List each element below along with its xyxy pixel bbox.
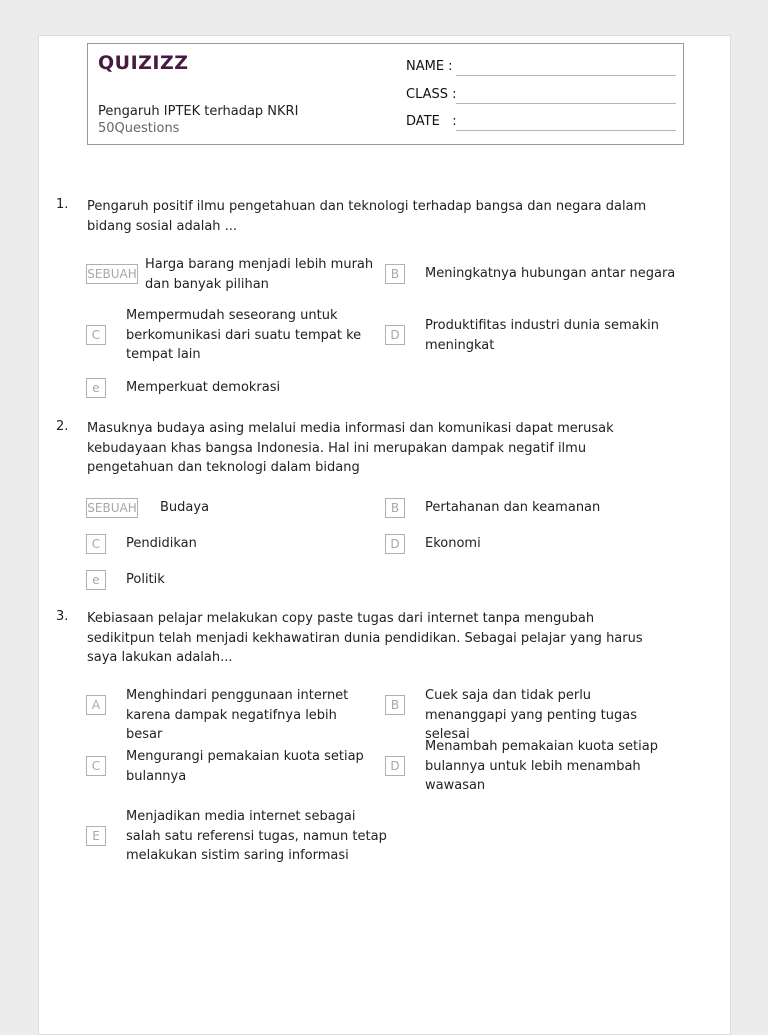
option-text[interactable]: Menjadikan media internet sebagai salah satu referensi tugas, namun tetap melakukan sistim saring informasi	[126, 809, 387, 863]
option-text[interactable]: Memperkuat demokrasi	[126, 380, 281, 395]
option-text[interactable]: Mempermudah seseorang untuk berkomunikasi dari suatu tempat ke tempat lain	[126, 308, 362, 362]
quizizz-logo: QUIZIZZ	[98, 52, 189, 74]
option-letter-box[interactable]: C	[86, 756, 106, 776]
option-text[interactable]: Harga barang menjadi lebih murah dan banyak pilihan	[145, 257, 374, 292]
option-text[interactable]: Menambah pemakaian kuota setiap bulannya untuk lebih menambah wawasan	[425, 739, 658, 793]
question-number: 1.	[56, 197, 69, 212]
option-text[interactable]: Ekonomi	[425, 536, 481, 551]
option-letter-box[interactable]: D	[385, 534, 405, 554]
date-label: DATE :	[406, 114, 457, 129]
option-letter-box[interactable]: B	[385, 695, 405, 715]
date-line[interactable]	[456, 130, 676, 131]
question-text: Masuknya budaya asing melalui media informasi dan komunikasi dapat merusak kebudayaan khas bangsa Indonesia. Hal ini merupakan dampak negatif ilmu pengetahuan dan teknologi dalam bidang	[87, 421, 614, 475]
option-text[interactable]: Pendidikan	[126, 536, 197, 551]
option-letter-box[interactable]: C	[86, 534, 106, 554]
name-line[interactable]	[456, 75, 676, 76]
question-number: 2.	[56, 419, 69, 434]
worksheet-header	[87, 43, 684, 145]
option-letter-box[interactable]: B	[385, 498, 405, 518]
option-letter-box[interactable]: B	[385, 264, 405, 284]
option-letter-box[interactable]: e	[86, 570, 106, 590]
question-count: 50Questions	[98, 121, 180, 136]
quiz-title: Pengaruh IPTEK terhadap NKRI	[98, 104, 299, 119]
question-text: Kebiasaan pelajar melakukan copy paste tugas dari internet tanpa mengubah sedikitpun telah menjadi kekhawatiran dunia pendidikan. Sebagai pelajar yang harus saya lakukan adalah...	[87, 611, 643, 665]
option-text[interactable]: Cuek saja dan tidak perlu menanggapi yang penting tugas selesai	[425, 688, 638, 742]
date-field[interactable]	[406, 114, 676, 134]
option-letter-box[interactable]: D	[385, 325, 405, 345]
option-text[interactable]: Menghindari penggunaan internet karena dampak negatifnya lebih besar	[126, 688, 349, 742]
question-text: Pengaruh positif ilmu pengetahuan dan teknologi terhadap bangsa dan negara dalam bidang sosial adalah ...	[87, 199, 647, 234]
option-letter-box[interactable]: C	[86, 325, 106, 345]
option-text[interactable]: Budaya	[160, 500, 210, 515]
question-number: 3.	[56, 609, 69, 624]
option-text[interactable]: Politik	[126, 572, 165, 587]
option-letter-box[interactable]: SEBUAH	[86, 498, 138, 518]
option-text[interactable]: Produktifitas industri dunia semakin meningkat	[425, 318, 660, 353]
name-field[interactable]	[406, 59, 676, 79]
option-letter-box[interactable]: SEBUAH	[86, 264, 138, 284]
option-text[interactable]: Meningkatnya hubungan antar negara	[425, 266, 676, 281]
class-line[interactable]	[456, 103, 676, 104]
option-letter-box[interactable]: A	[86, 695, 106, 715]
option-letter-box[interactable]: e	[86, 378, 106, 398]
option-text[interactable]: Pertahanan dan keamanan	[425, 500, 601, 515]
option-letter-box[interactable]: E	[86, 826, 106, 846]
class-field[interactable]	[406, 87, 676, 107]
option-letter-box[interactable]: D	[385, 756, 405, 776]
class-label: CLASS :	[406, 87, 457, 102]
name-label: NAME :	[406, 59, 453, 74]
option-text[interactable]: Mengurangi pemakaian kuota setiap bulannya	[126, 749, 364, 784]
